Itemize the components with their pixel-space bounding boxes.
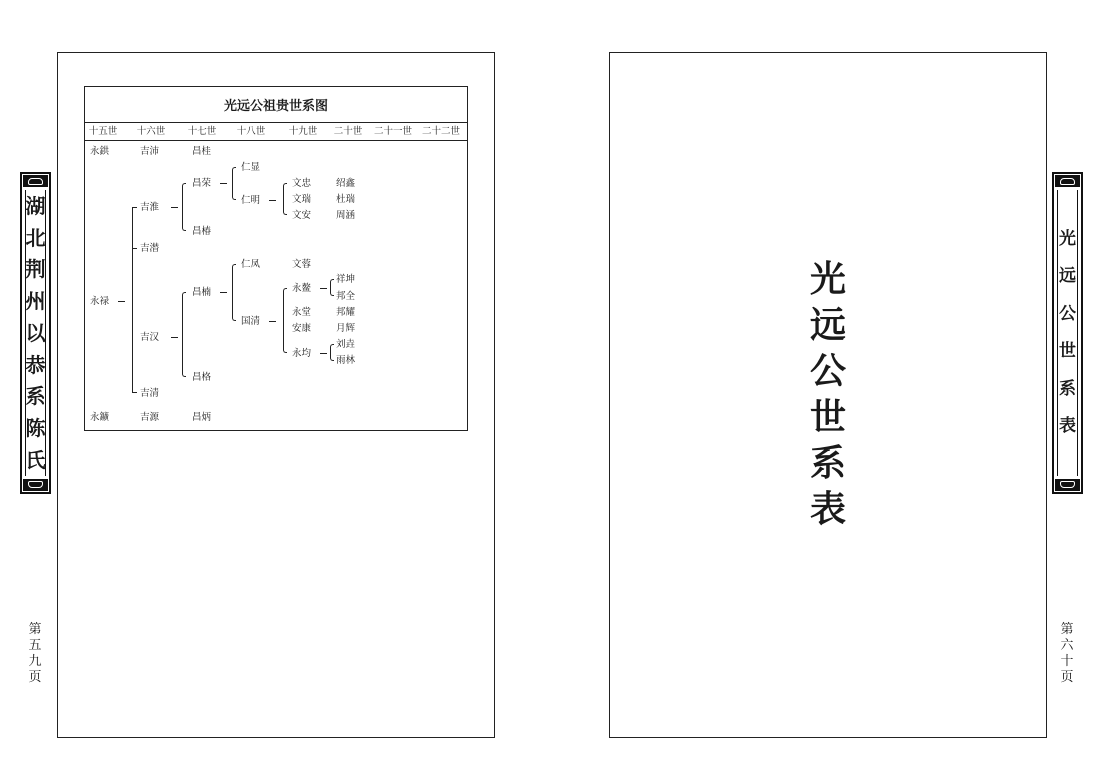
connector-brace xyxy=(330,279,334,296)
banner-character: 系 xyxy=(25,384,46,409)
person-name: 祥坤 xyxy=(336,274,356,285)
connector-brace xyxy=(283,288,287,353)
banner-character: 湖 xyxy=(25,193,46,218)
generation-label-21: 二十一世 xyxy=(373,126,412,137)
banner-character: 系 xyxy=(1059,378,1076,399)
person-name: 永鑛 xyxy=(90,412,110,423)
person-name: 吉淮 xyxy=(140,202,160,213)
right-side-banner xyxy=(1052,172,1083,494)
banner-character: 世 xyxy=(1059,341,1076,362)
generation-label-16: 十六世 xyxy=(136,126,166,137)
person-name: 昌格 xyxy=(192,372,212,383)
banner-character: 光 xyxy=(1059,228,1076,249)
person-name: 昌楠 xyxy=(192,287,212,298)
banner-character: 荆 xyxy=(25,257,46,282)
right-banner-text xyxy=(1057,190,1078,476)
banner-character: 恭 xyxy=(25,352,46,377)
person-name: 邦全 xyxy=(336,291,356,302)
person-name: 月辉 xyxy=(336,323,356,334)
connector-brace xyxy=(232,167,236,200)
person-name: 周涵 xyxy=(336,210,356,221)
connector-dash xyxy=(171,337,178,338)
person-name: 安康 xyxy=(292,323,312,334)
person-name: 昌炳 xyxy=(192,412,212,423)
connector-dash xyxy=(269,200,276,201)
connector-brace xyxy=(182,183,186,231)
connector-tick xyxy=(132,207,137,208)
title-character: 公 xyxy=(809,350,846,392)
right-page-number: 第六十页 xyxy=(1060,622,1074,685)
person-name: 永鳌 xyxy=(292,283,312,294)
person-name: 吉潜 xyxy=(140,243,160,254)
banner-character: 远 xyxy=(1059,266,1076,287)
person-name: 邦耀 xyxy=(336,307,356,318)
connector-brace xyxy=(330,344,334,361)
person-name: 吉汉 xyxy=(140,332,160,343)
connector-dash xyxy=(320,288,327,289)
person-name: 雨林 xyxy=(336,355,356,366)
main-title-vertical xyxy=(803,256,853,532)
connector-brace xyxy=(232,264,236,321)
title-character: 表 xyxy=(809,488,846,530)
generation-header-row xyxy=(85,122,467,141)
connector-dash xyxy=(118,301,125,302)
generation-label-22: 二十二世 xyxy=(421,126,460,137)
connector-tick xyxy=(132,392,137,393)
connector-brace xyxy=(283,183,287,215)
connector-dash xyxy=(269,321,276,322)
banner-character: 表 xyxy=(1059,416,1076,437)
title-character: 系 xyxy=(809,442,846,484)
title-character: 光 xyxy=(809,258,846,300)
person-name: 国清 xyxy=(241,316,261,327)
person-name: 杜瑞 xyxy=(336,194,356,205)
person-name: 昌桂 xyxy=(192,146,212,157)
connector-brace xyxy=(182,292,186,377)
person-name: 吉源 xyxy=(140,412,160,423)
title-character: 世 xyxy=(809,396,846,438)
connector-dash xyxy=(171,207,178,208)
connector-dash xyxy=(220,183,227,184)
banner-character: 以 xyxy=(25,320,46,345)
banner-character: 陈 xyxy=(25,416,46,441)
person-name: 文瑞 xyxy=(292,194,312,205)
generation-label-15: 十五世 xyxy=(88,126,118,137)
left-side-banner xyxy=(20,172,51,494)
banner-scroll-cap-top xyxy=(1055,175,1080,187)
person-name: 永鉷 xyxy=(90,146,110,157)
generation-label-19: 十九世 xyxy=(288,126,318,137)
banner-scroll-cap-top xyxy=(23,175,48,187)
left-banner-text xyxy=(25,190,46,476)
title-character: 远 xyxy=(809,304,846,346)
banner-character: 北 xyxy=(25,225,46,250)
person-name: 昌椿 xyxy=(192,226,212,237)
person-name: 吉沛 xyxy=(140,146,160,157)
person-name: 仁显 xyxy=(241,162,261,173)
person-name: 文忠 xyxy=(292,178,312,189)
person-name: 永均 xyxy=(292,348,312,359)
banner-scroll-cap-bottom xyxy=(1055,479,1080,491)
person-name: 刘垚 xyxy=(336,339,356,350)
connector-tick xyxy=(132,248,137,249)
person-name: 绍鑫 xyxy=(336,178,356,189)
connector-dash xyxy=(220,292,227,293)
person-name: 文安 xyxy=(292,210,312,221)
person-name: 仁明 xyxy=(241,195,261,206)
person-name: 永堂 xyxy=(292,307,312,318)
banner-character: 公 xyxy=(1059,303,1076,324)
generation-label-20: 二十世 xyxy=(333,126,363,137)
left-page-number: 第五九页 xyxy=(28,622,42,685)
generation-label-17: 十七世 xyxy=(187,126,217,137)
person-name: 吉清 xyxy=(140,388,160,399)
genealogy-chart xyxy=(84,86,468,431)
banner-scroll-cap-bottom xyxy=(23,479,48,491)
chart-title: 光远公祖贵世系图 xyxy=(223,99,328,114)
banner-character: 州 xyxy=(25,289,46,314)
person-name: 昌荣 xyxy=(192,178,212,189)
connector-bracket-line xyxy=(132,207,133,393)
person-name: 仁凤 xyxy=(241,259,261,270)
person-name: 永禄 xyxy=(90,296,110,307)
banner-character: 氏 xyxy=(25,448,46,472)
person-name: 文蓉 xyxy=(292,259,312,270)
connector-dash xyxy=(320,353,327,354)
generation-label-18: 十八世 xyxy=(236,126,266,137)
